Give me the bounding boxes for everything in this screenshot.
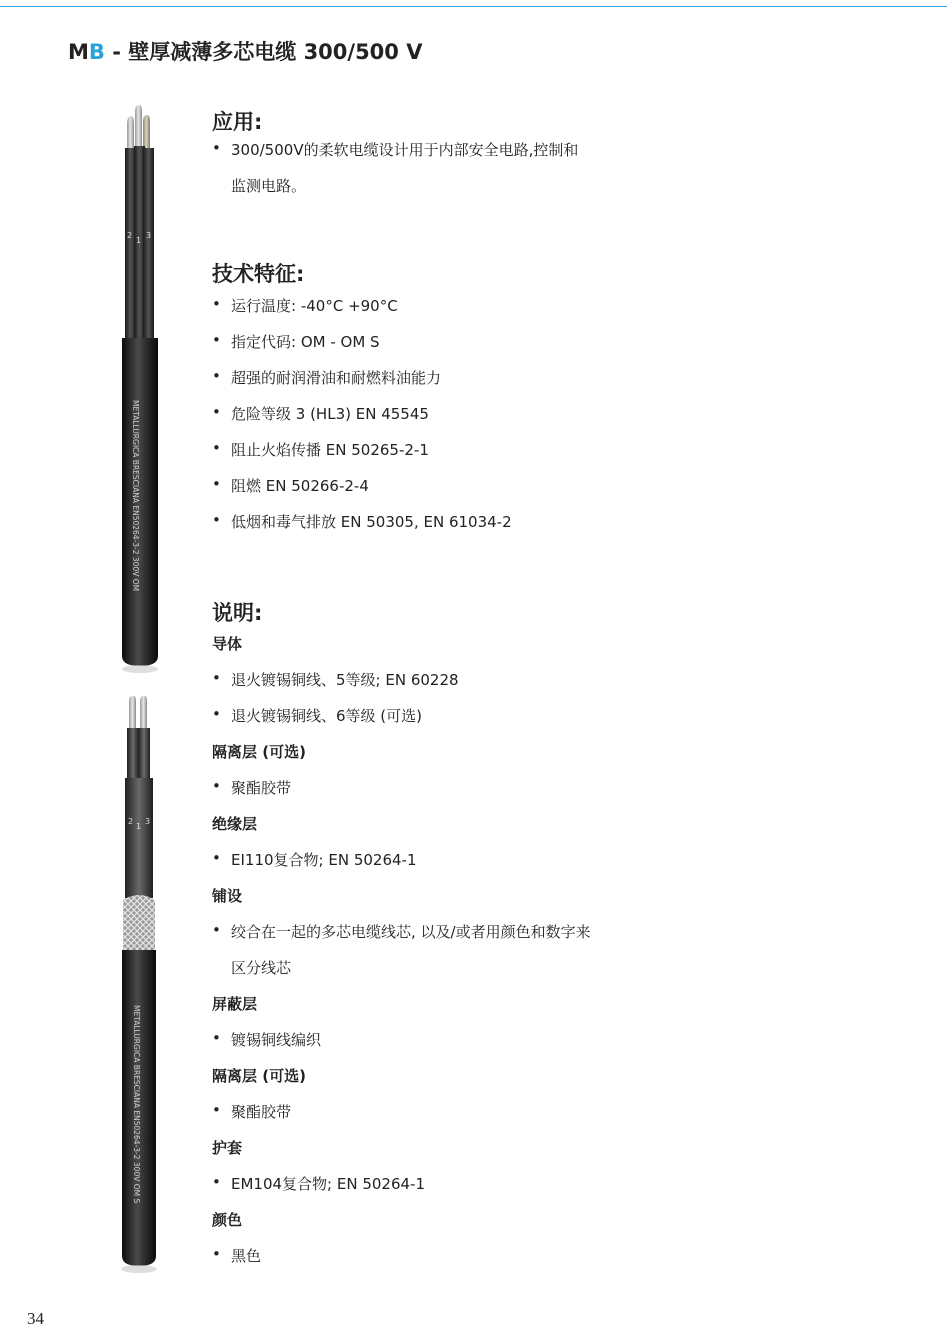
- page-number: 34: [27, 1309, 44, 1328]
- separator-title: 隔离层 (可选): [212, 1067, 306, 1085]
- core-number-3: 3: [145, 817, 151, 826]
- conductor-title: 导体: [212, 635, 243, 653]
- core-number-1: 1: [136, 236, 142, 245]
- core-number-1: 1: [136, 822, 142, 831]
- separator-title: 隔离层 (可选): [212, 743, 306, 761]
- page-title: MB - 壁厚减薄多芯电缆 300/500 V: [68, 40, 423, 64]
- cable-om-print: METALLURGICA BRESCIANA EN50264-3-2 300V OM: [131, 400, 140, 592]
- insulation-title: 绝缘层: [212, 815, 258, 833]
- description-heading: 说明:: [212, 601, 263, 625]
- cable-oms-print: METALLURGICA BRESCIANA EN50264-3-2 300V OM S: [132, 1005, 141, 1204]
- core-number-2: 2: [128, 817, 134, 826]
- core-number-2: 2: [127, 231, 133, 240]
- list-item-continuation: 监测电路。: [231, 177, 307, 195]
- cable-om-illustration: [110, 100, 170, 680]
- screen-title: 屏蔽层: [212, 995, 258, 1013]
- top-rule: [0, 6, 947, 7]
- color-title: 颜色: [212, 1211, 243, 1229]
- core-number-3: 3: [146, 231, 152, 240]
- laying-title: 铺设: [212, 887, 243, 905]
- application-heading: 应用:: [212, 110, 263, 134]
- list-item-continuation: 区分线芯: [231, 959, 292, 977]
- sheath-title: 护套: [212, 1139, 243, 1157]
- features-heading: 技术特征:: [212, 262, 305, 286]
